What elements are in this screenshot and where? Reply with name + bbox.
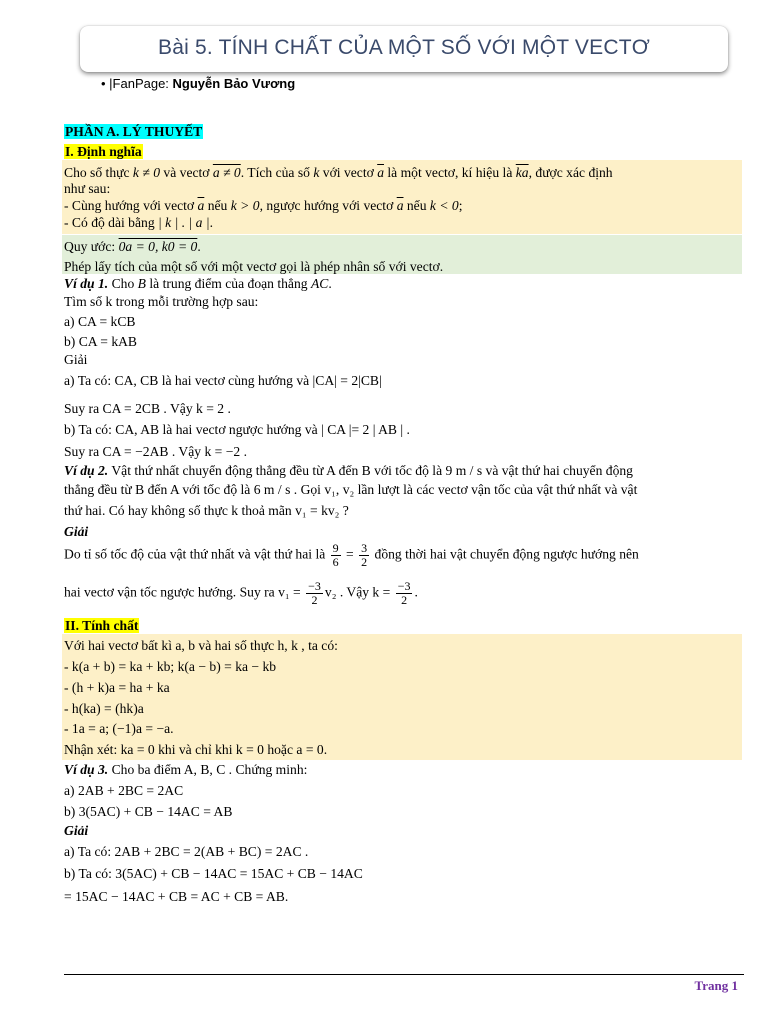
ex1-text: .: [328, 276, 332, 291]
fraction-den: 2: [401, 593, 408, 607]
def-math: a ≠ 0: [212, 165, 241, 180]
part-a-heading: [64, 123, 203, 140]
section2-heading: [64, 617, 139, 634]
def-line-3: [64, 197, 463, 214]
def-line-1: [64, 164, 613, 181]
def-text: nếu: [204, 198, 231, 213]
ex3-s3: = 15AC − 14AC + CB = AC + CB = AB.: [64, 889, 289, 904]
footer-divider: [64, 974, 744, 975]
prop-line-2: - k(a + b) = ka + kb; k(a − b) = ka − kb: [64, 659, 277, 674]
equals-sign: =: [342, 546, 358, 562]
ex1-s1: a) Ta có: CA, CB là hai vectơ cùng hướng và |CA| = 2|CB|: [64, 373, 382, 388]
def-line-4: [64, 214, 213, 231]
ex2-sol-text: Do tỉ số tốc độ của vật thứ nhất và vật thứ hai là: [64, 546, 329, 562]
ex2-sol-text: v₂ . Vậy k =: [324, 584, 394, 600]
ex2-label: Ví dụ 2.: [64, 463, 109, 478]
ex2-text: Vật thứ nhất chuyển động thẳng đều từ A đến B với tốc độ là 9 m / s và vật thứ hai chuyển động: [108, 463, 633, 478]
ex3-s1: a) Ta có: 2AB + 2BC = 2(AB + BC) = 2AC .: [64, 844, 309, 859]
ex1-a: a) CA = kCB: [64, 314, 136, 329]
ex3-s2: b) Ta có: 3(5AC) + CB − 14AC = 15AC + CB − 14AC: [64, 866, 363, 881]
fraction-num: −3: [308, 579, 321, 593]
ex1-s2: Suy ra CA = 2CB . Vậy k = 2 .: [64, 401, 231, 416]
def-text: , ngược hướng với vectơ: [259, 198, 397, 213]
convention-line: [64, 238, 201, 255]
fraction-den: 6: [332, 555, 339, 569]
ex1-s3: b) Ta có: CA, AB là hai vectơ ngược hướng và | CA |= 2 | AB | .: [64, 422, 410, 437]
def-text: . Tích của số: [240, 165, 314, 180]
ex2-sol-text: đồng thời hai vật chuyển động ngược hướng nên: [371, 546, 639, 562]
prop-remark: Nhận xét: ka = 0 khi và chỉ khi k = 0 hoặc a = 0.: [64, 742, 328, 757]
ex2-giai: Giải: [64, 524, 89, 539]
fraction-den: 2: [361, 555, 368, 569]
def-math: k > 0: [230, 198, 260, 213]
ex2-sol-text: hai vectơ vận tốc ngược hướng. Suy ra v₁ =: [64, 584, 305, 600]
def-text: - Cùng hướng với vectơ: [64, 198, 198, 213]
section1-heading-text: I. Định nghĩa: [65, 144, 142, 159]
def-math: | k | . | a |: [158, 215, 210, 230]
ex3-label: Ví dụ 3.: [64, 762, 109, 777]
ex2-line-2: thẳng đều từ B đến A với tốc độ là 6 m / s . Gọi v₁, v₂ lần lượt là các vectơ vận tốc của vật thứ nhất và vật: [64, 482, 638, 497]
def-math: $\overline{a}$: [377, 165, 384, 180]
def-math: $\overline{a}$: [396, 198, 404, 213]
ex3-intro: [64, 761, 307, 778]
ex2-line-1: [64, 462, 633, 479]
def-math: k: [313, 165, 320, 180]
page-title: Bài 5. TÍNH CHẤT CỦA MỘT SỐ VỚI MỘT VECTƠ: [158, 36, 650, 59]
ex3-b: b) 3(5AC) + CB − 14AC = AB: [64, 804, 233, 819]
section2-heading-text: II. Tính chất: [65, 618, 139, 633]
def-math: k < 0: [429, 198, 459, 213]
conv-math: 0a = 0, k0 = 0: [118, 239, 198, 254]
prop-line-3: - (h + k)a = ha + ka: [64, 680, 170, 695]
ex2-sol-2: [64, 580, 418, 607]
ex1-find: Tìm số k trong mỗi trường hợp sau:: [64, 294, 259, 309]
def-line-2: như sau:: [64, 181, 111, 196]
ex1-text: Cho: [108, 276, 138, 291]
def-text: nếu: [403, 198, 430, 213]
def-math: $\overline{a}$: [197, 198, 205, 213]
ex2-line-3: thứ hai. Có hay không số thực k thoả mãn v₁ = kv₂ ?: [64, 503, 349, 518]
def-text: , được xác định: [528, 165, 613, 180]
ex3-giai: Giải: [64, 823, 89, 838]
title-box: [80, 26, 728, 72]
ex2-sol-text: .: [414, 584, 418, 600]
def-math: k ≠ 0: [132, 165, 161, 180]
def-text: và vectơ: [160, 165, 213, 180]
fraction-den: 2: [311, 593, 318, 607]
ex1-math: AC: [310, 276, 329, 291]
fraction: [306, 580, 323, 607]
prop-line-1: Với hai vectơ bất kì a, b và hai số thực h, k , ta có:: [64, 638, 338, 653]
fanpage-line: [101, 76, 295, 91]
prop-line-5: - 1a = a; (−1)a = −a.: [64, 721, 174, 736]
fraction: [331, 542, 341, 569]
ex3-a: a) 2AB + 2BC = 2AC: [64, 783, 184, 798]
conv-text: .: [197, 239, 201, 254]
fraction: [359, 542, 369, 569]
fraction: [396, 580, 413, 607]
def-text: - Có độ dài bằng: [64, 215, 159, 230]
fraction-num: 3: [361, 541, 368, 555]
def-text: .: [209, 215, 213, 230]
ex3-text: Cho ba điểm A, B, C . Chứng minh:: [108, 762, 308, 777]
section1-heading: [64, 143, 143, 160]
ex1-math: B: [137, 276, 146, 291]
fanpage-prefix: • |FanPage:: [101, 76, 173, 91]
def-text: Cho số thực: [64, 165, 133, 180]
fraction-num: 9: [332, 541, 339, 555]
prop-line-4: - h(ka) = (hk)a: [64, 701, 144, 716]
conv-text: Quy ước:: [64, 239, 119, 254]
def-text: ;: [458, 198, 463, 213]
ex1-label: Ví dụ 1.: [64, 276, 109, 291]
ex1-intro: [64, 275, 332, 292]
convention-line-2: Phép lấy tích của một số với một vectơ gọi là phép nhân số với vectơ.: [64, 259, 444, 274]
ex2-sol-1: [64, 542, 639, 569]
def-text: là một vectơ, kí hiệu là: [383, 165, 516, 180]
def-text: với vectơ: [319, 165, 378, 180]
ex1-text: là trung điểm của đoạn thẳng: [145, 276, 311, 291]
def-math: $\overline{ka}$: [515, 165, 529, 180]
ex1-b: b) CA = kAB: [64, 334, 137, 349]
part-a-text: PHẦN A. LÝ THUYẾT: [65, 124, 203, 139]
page-number: Trang 1: [694, 978, 738, 993]
fraction-num: −3: [397, 579, 411, 593]
fanpage-name: Nguyễn Bảo Vương: [172, 76, 296, 91]
ex1-giai: Giải: [64, 352, 88, 367]
ex1-s4: Suy ra CA = −2AB . Vậy k = −2 .: [64, 444, 247, 459]
